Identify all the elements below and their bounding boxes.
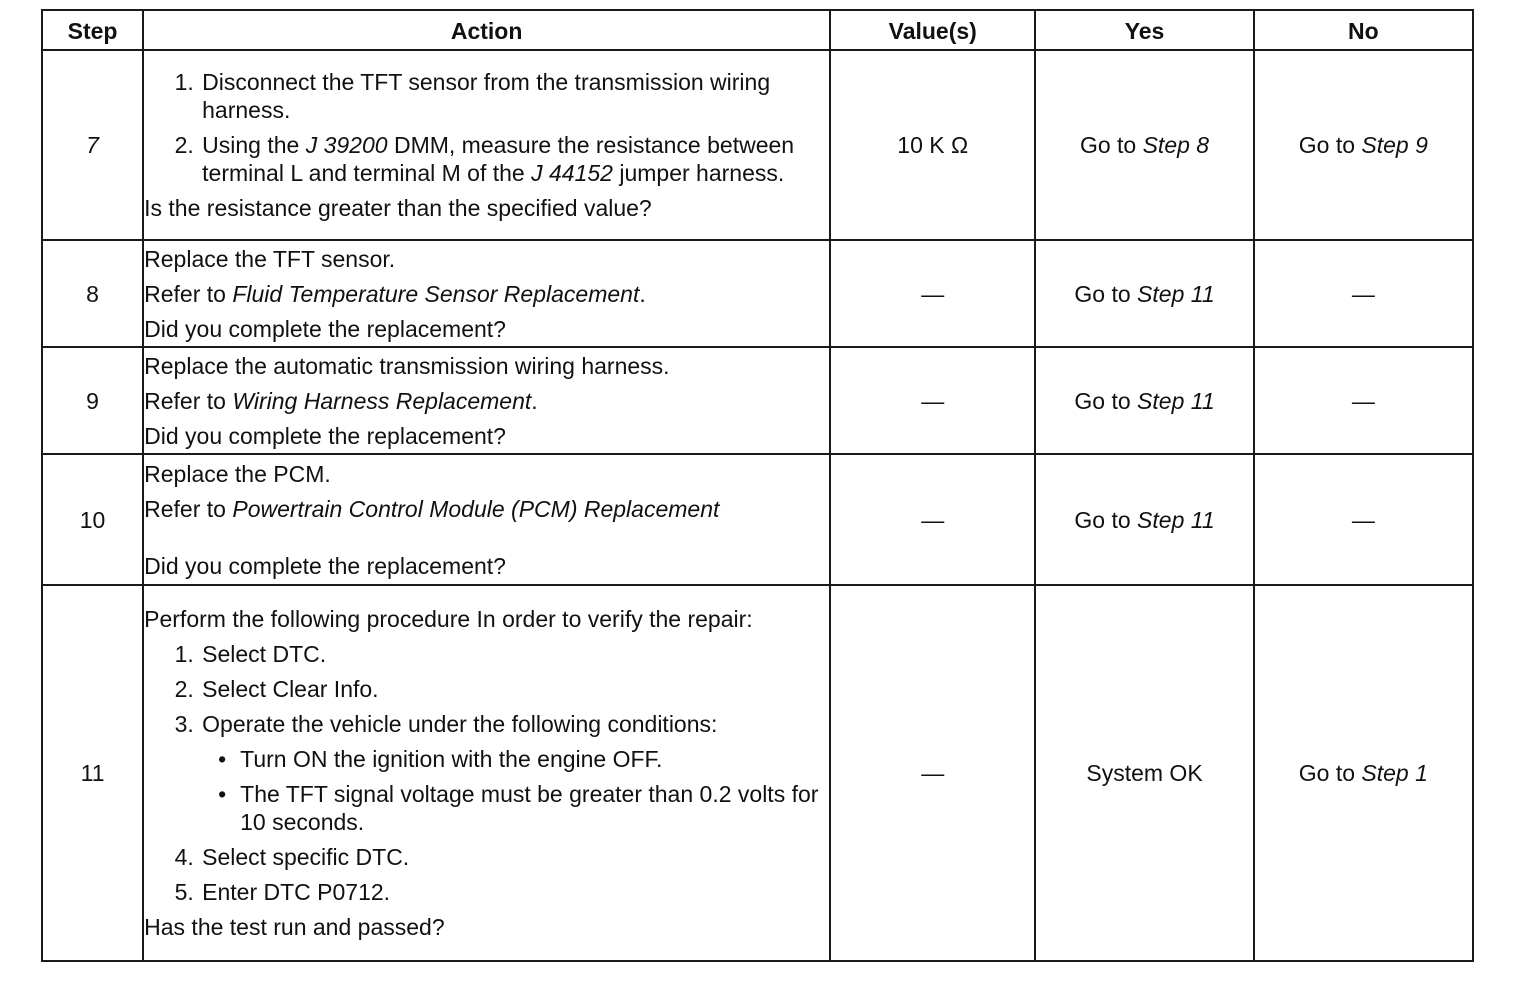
refer-line (144, 280, 829, 308)
refer-title: Fluid Temperature Sensor Replacement (232, 280, 640, 307)
step-reference: Step 11 (1137, 280, 1215, 307)
yes-cell (1035, 454, 1253, 585)
step-number: 11 (42, 585, 143, 961)
step-number: 9 (42, 347, 143, 454)
table-row-step-11 (42, 585, 1473, 961)
value-cell: — (830, 585, 1035, 961)
instruction-text: Replace the TFT sensor. (144, 245, 396, 272)
intro-text: Perform the following procedure In order to verify the repair: (144, 606, 753, 632)
question-text: Is the resistance greater than the specified value? (144, 195, 652, 221)
no-cell (1254, 585, 1473, 961)
header-action: Action (143, 10, 830, 50)
refer-suffix: . (531, 387, 538, 414)
goto-text: Go to (1298, 132, 1362, 158)
procedure-list (144, 640, 829, 906)
header-values: Value(s) (830, 10, 1035, 50)
refer-prefix: Refer to (144, 387, 233, 414)
bullet-item: • The TFT signal voltage must be greater than 0.2 volts for 10 seconds. (238, 780, 829, 836)
no-cell: — (1254, 347, 1473, 454)
refer-suffix: . (639, 280, 646, 307)
header-row (42, 10, 1473, 50)
goto-text: Go to (1074, 387, 1138, 414)
list-item: 5. Enter DTC P0712. (200, 878, 829, 906)
value-cell: — (830, 347, 1035, 454)
goto-text: Go to (1074, 280, 1138, 307)
step-reference: Step 9 (1361, 132, 1428, 158)
step-number: 8 (42, 240, 143, 347)
procedure-list (144, 68, 829, 187)
step-reference: Step 11 (1137, 506, 1215, 533)
text-segment: jumper harness. (612, 160, 785, 186)
step-reference: Step 8 (1142, 132, 1210, 158)
refer-line (144, 387, 829, 415)
spacer (144, 530, 829, 552)
text-segment: DMM, measure the resistance between terminal L and terminal M of the (202, 132, 795, 186)
list-item-text: Operate the vehicle under the following conditions: (202, 711, 718, 737)
question-text: Did you complete the replacement? (144, 315, 506, 342)
yes-cell (1035, 347, 1253, 454)
question-text: Did you complete the replacement? (144, 422, 506, 449)
no-cell: — (1254, 240, 1473, 347)
refer-prefix: Refer to (144, 280, 233, 307)
refer-prefix: Refer to (144, 495, 233, 522)
no-cell (1254, 50, 1473, 240)
question-text: Has the test run and passed? (144, 914, 445, 940)
list-item (200, 710, 829, 836)
tool-name: J 44152 (531, 160, 613, 186)
list-item (200, 131, 829, 187)
value-cell: — (830, 240, 1035, 347)
action-cell (143, 347, 830, 454)
refer-title: Wiring Harness Replacement (232, 387, 532, 414)
action-cell (143, 585, 830, 961)
list-item: 1. Disconnect the TFT sensor from the transmission wiring harness. (200, 68, 829, 124)
table-row-step-9 (42, 347, 1473, 454)
conditions-list (202, 745, 829, 836)
table-row-step-8 (42, 240, 1473, 347)
list-item: 2. Select Clear Info. (200, 675, 829, 703)
diagnostic-table (41, 9, 1474, 962)
value-cell: 10 K Ω (830, 50, 1035, 240)
step-reference: Step 1 (1361, 760, 1428, 786)
yes-cell: System OK (1035, 585, 1253, 961)
instruction-text: Replace the PCM. (144, 460, 331, 487)
bullet-item: • Turn ON the ignition with the engine OFF. (238, 745, 829, 773)
table-row-step-10 (42, 454, 1473, 585)
action-cell (143, 240, 830, 347)
list-item: 4. Select specific DTC. (200, 843, 829, 871)
yes-cell (1035, 50, 1253, 240)
table-row-step-7 (42, 50, 1473, 240)
tool-name: J 39200 (305, 132, 388, 158)
yes-cell (1035, 240, 1253, 347)
header-step: Step (42, 10, 143, 50)
header-no: No (1254, 10, 1473, 50)
refer-line (144, 495, 829, 523)
list-item: 1. Select DTC. (200, 640, 829, 668)
goto-text: Go to (1074, 506, 1138, 533)
step-reference: Step 11 (1137, 387, 1215, 414)
action-cell (143, 50, 830, 240)
no-cell: — (1254, 454, 1473, 585)
question-text: Did you complete the replacement? (144, 552, 506, 579)
value-cell: — (830, 454, 1035, 585)
text-segment: Using the (202, 132, 306, 158)
step-number: 10 (42, 454, 143, 585)
instruction-text: Replace the automatic transmission wiring harness. (144, 352, 670, 379)
header-yes: Yes (1035, 10, 1253, 50)
goto-text: Go to (1079, 132, 1143, 158)
action-cell (143, 454, 830, 585)
refer-title: Powertrain Control Module (PCM) Replacement (232, 495, 720, 522)
goto-text: Go to (1298, 760, 1362, 786)
step-number: 7 (42, 50, 143, 240)
